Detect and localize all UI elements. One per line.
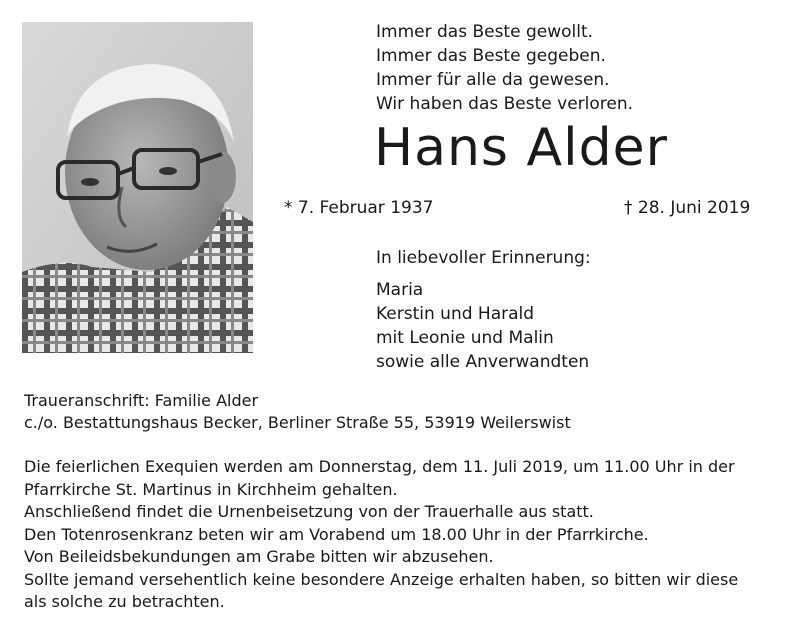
funeral-notice [24,456,738,614]
family-member: mit Leonie und Malin [376,328,554,348]
memory-heading: In liebevoller Erinnerung: [376,248,591,268]
notice-line: Von Beileidsbekundungen am Grabe bitten wir abzusehen. [24,547,494,566]
death-date: † 28. Juni 2019 [624,198,751,218]
notice-line: als solche zu betrachten. [24,592,225,611]
family-list [376,278,589,374]
notice-line: Sollte jemand versehentlich keine besondere Anzeige erhalten haben, so bitten wir diese [24,569,739,589]
notice-line: Pfarrkirche St. Martinus in Kirchheim gehalten. [24,479,398,499]
address-line: c./o. Bestattungshaus Becker, Berliner Straße 55, 53919 Weilerswist [24,413,571,432]
notice-line: Anschließend findet die Urnenbeisetzung von der Trauerhalle aus statt. [24,502,594,521]
notice-line: Die feierlichen Exequien werden am Donnerstag, dem 11. Juli 2019, um 11.00 Uhr in der [24,457,735,476]
poem-line: Immer das Beste gegeben. [376,46,606,66]
address-line: Traueranschrift: Familie Alder [24,391,259,410]
poem-line: Immer für alle da gewesen. [376,70,610,90]
family-member: sowie alle Anverwandten [376,352,590,372]
poem-line: Immer das Beste gewollt. [376,22,594,42]
notice-line: Den Totenrosenkranz beten wir am Vorabend um 18.00 Uhr in der Pfarrkirche. [24,524,649,544]
family-member: Maria [376,280,424,300]
poem-line: Wir haben das Beste verloren. [376,94,634,114]
family-member: Kerstin und Harald [376,304,535,324]
portrait-photo [22,22,253,353]
mourning-address [24,390,571,434]
poem [376,20,633,116]
deceased-name: Hans Alder [374,118,668,178]
birth-date: * 7. Februar 1937 [284,198,434,218]
